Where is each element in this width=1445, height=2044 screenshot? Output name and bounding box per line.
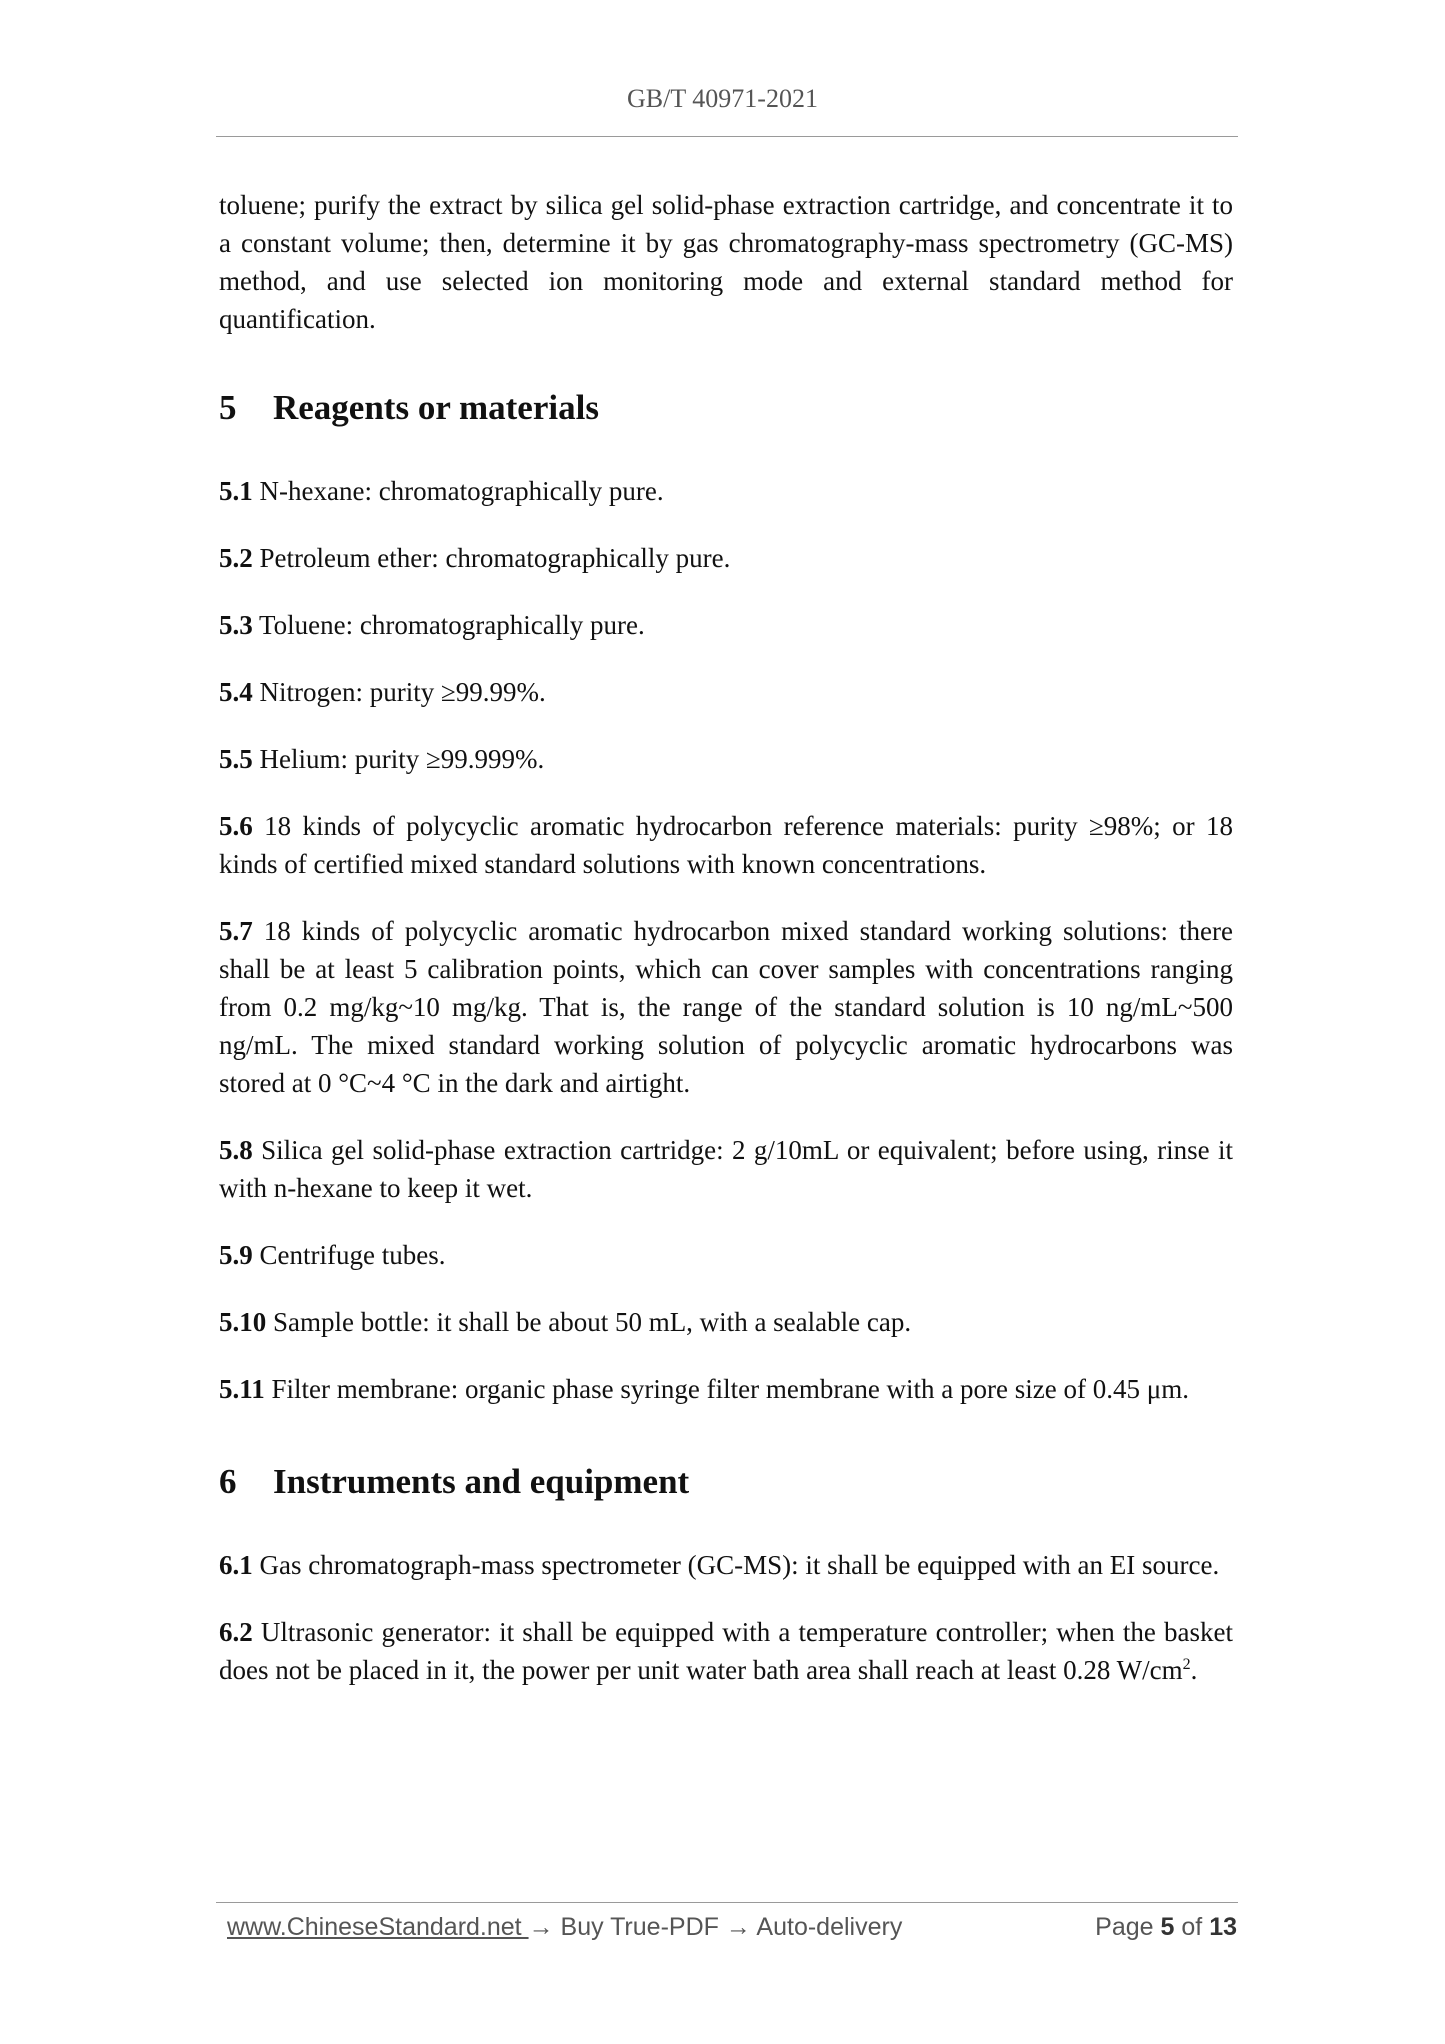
item-text: Toluene: chromatographically pure. [259, 610, 645, 640]
page-footer [227, 1913, 1237, 1949]
document-id: GB/T 40971-2021 [627, 84, 818, 113]
auto-delivery-text: Auto-delivery [756, 1913, 903, 1941]
intro-paragraph: toluene; purify the extract by silica gel solid-phase extraction cartridge, and concentrate it to a constant volume; then, determine it by gas chromatography-mass spectrometry (GC-MS) method, and use selected ion monitoring mode and external standard method for quantification. [219, 190, 1233, 334]
item-text: N-hexane: chromatographically pure. [259, 476, 664, 506]
section-5-heading [219, 386, 1233, 430]
page-content [219, 186, 1233, 1718]
item-number: 5.9 [219, 1240, 253, 1270]
list-item [219, 1303, 1233, 1341]
item-text: Silica gel solid-phase extraction cartridge: 2 g/10mL or equivalent; before using, rinse it with n-hexane to keep it wet. [219, 1135, 1233, 1203]
item-text-tail: . [1190, 1655, 1198, 1685]
item-number: 5.8 [219, 1135, 253, 1165]
list-item [219, 740, 1233, 778]
page-current: 5 [1160, 1913, 1175, 1941]
list-item [219, 1546, 1233, 1584]
item-text: Nitrogen: purity ≥99.99%. [259, 677, 546, 707]
item-number: 5.2 [219, 543, 253, 573]
item-text: 18 kinds of polycyclic aromatic hydrocarbon mixed standard working solutions: there shall be at least 5 calibration points, which can cover samples with concentrations ranging from 0.2 mg/kg~10 mg/kg. That is, the range of the standard solution is 10 ng/mL~500 ng/mL. The mixed standard working solution of polycyclic aromatic hydrocarbons was stored at 0 °C~4 °C in the dark and airtight. [219, 916, 1234, 1098]
item-text: Gas chromatograph-mass spectrometer (GC-MS): it shall be equipped with an EI source. [259, 1550, 1220, 1580]
page-indicator [1095, 1913, 1237, 1942]
page-label: Page [1095, 1913, 1154, 1941]
list-item [219, 1370, 1233, 1408]
list-item [219, 1131, 1233, 1207]
item-text: Filter membrane: organic phase syringe filter membrane with a pore size of 0.45 μm. [271, 1374, 1189, 1404]
header-divider [216, 136, 1238, 137]
section-title: Instruments and equipment [273, 1462, 690, 1501]
page-total: 13 [1209, 1913, 1237, 1941]
item-number: 6.1 [219, 1550, 253, 1580]
list-item [219, 606, 1233, 644]
arrow-right-icon: → [528, 1913, 554, 1941]
footer-divider [216, 1902, 1238, 1903]
list-item [219, 472, 1233, 510]
list-item [219, 1236, 1233, 1274]
item-number: 5.3 [219, 610, 253, 640]
list-item [219, 1613, 1233, 1689]
arrow-right-icon: → [725, 1913, 751, 1941]
footer-promo [227, 1913, 902, 1942]
item-number: 5.6 [219, 811, 253, 841]
item-text: Sample bottle: it shall be about 50 mL, with a sealable cap. [273, 1307, 912, 1337]
section-6-heading [219, 1460, 1233, 1504]
item-text: Helium: purity ≥99.999%. [259, 744, 545, 774]
item-number: 5.5 [219, 744, 253, 774]
item-number: 5.10 [219, 1307, 267, 1337]
item-text: Petroleum ether: chromatographically pure. [259, 543, 731, 573]
buy-pdf-text: Buy True-PDF [560, 1913, 719, 1941]
item-number: 6.2 [219, 1617, 253, 1647]
item-number: 5.7 [219, 916, 253, 946]
list-item [219, 912, 1233, 1102]
superscript: 2 [1182, 1656, 1191, 1673]
list-item [219, 673, 1233, 711]
item-text: Centrifuge tubes. [259, 1240, 446, 1270]
item-text: Ultrasonic generator: it shall be equipped with a temperature controller; when the basket does not be placed in it, the power per unit water bath area shall reach at least 0.28 W/cm [219, 1617, 1234, 1685]
item-number: 5.4 [219, 677, 253, 707]
item-number: 5.1 [219, 476, 253, 506]
document-header [0, 84, 1445, 114]
section-number: 5 [219, 388, 237, 427]
of-label: of [1181, 1913, 1203, 1941]
website-link[interactable]: www.ChineseStandard.net [227, 1913, 529, 1941]
item-text: 18 kinds of polycyclic aromatic hydrocarbon reference materials: purity ≥98%; or 18 kinds of certified mixed standard solutions with known concentrations. [219, 811, 1233, 879]
section-title: Reagents or materials [273, 388, 599, 427]
list-item [219, 539, 1233, 577]
item-number: 5.11 [219, 1374, 265, 1404]
section-number: 6 [219, 1462, 237, 1501]
list-item [219, 807, 1233, 883]
